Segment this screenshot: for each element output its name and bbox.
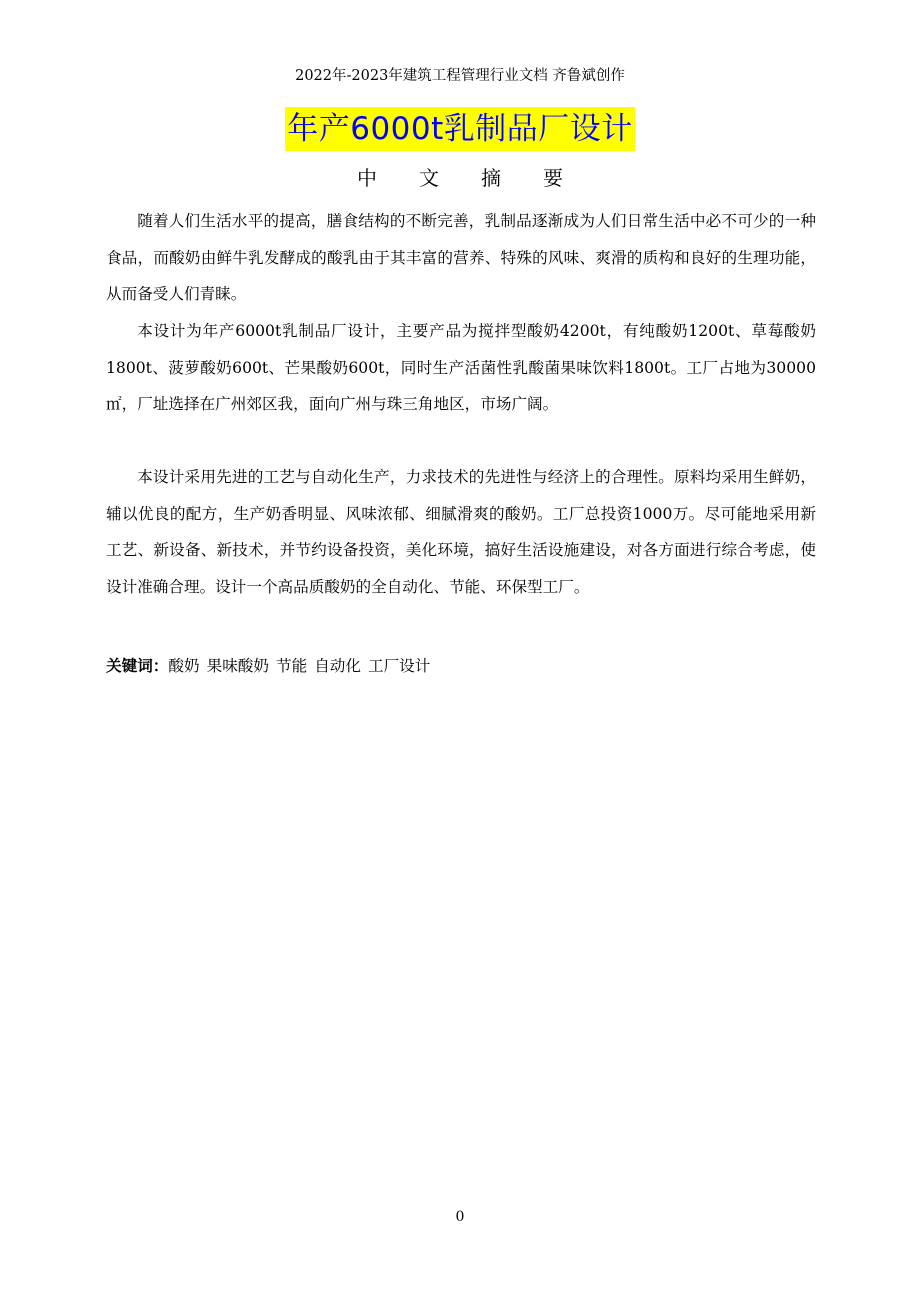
page-number: 0	[455, 1209, 465, 1225]
page-header: 2022年-2023年建筑工程管理行业文档 齐鲁斌创作	[295, 68, 625, 84]
keywords-label: 关键词：	[106, 657, 169, 675]
abstract-paragraph-3	[106, 459, 816, 605]
keyword: 酸奶	[168, 657, 200, 675]
keyword: 节能	[275, 657, 308, 675]
heading-char: 文	[419, 166, 439, 190]
keywords-line	[106, 652, 437, 680]
paragraph-text: 本设计采用先进的工艺与自动化生产，力求技术的先进性与经济上的合理性。原料均采用生鲜奶，辅以优良的配方，生产奶香明显、风味浓郁、细腻滑爽的酸奶。工厂总投资1000万。尽可能地采用新工艺、新设备、新技术，并节约设备投资，美化环境，搞好生活设施建设，对各方面进行综合考虑，使设计准确合理。设计一个高品质酸奶的全自动化、节能、环保型工厂。	[106, 468, 816, 596]
title-container	[0, 107, 920, 151]
keyword: 工厂设计	[367, 657, 431, 675]
abstract-paragraph-2	[106, 313, 816, 423]
paragraph-text: 随着人们生活水平的提高，膳食结构的不断完善，乳制品逐渐成为人们日常生活中必不可少的一种食品，而酸奶由鲜牛乳发酵成的酸乳由于其丰富的营养、特殊的风味、爽滑的质构和良好的生理功能，从而备受人们青睐。	[106, 212, 816, 303]
abstract-paragraph-1	[106, 203, 816, 313]
keyword: 果味酸奶	[206, 657, 269, 675]
heading-char: 中	[357, 166, 377, 190]
paragraph-text: 本设计为年产6000t乳制品厂设计，主要产品为搅拌型酸奶4200t，有纯酸奶1200t、草莓酸奶1800t、菠萝酸奶600t、芒果酸奶600t，同时生产活菌性乳酸菌果味饮料1800t。工厂占地为30000㎡，厂址选择在广州郊区我，面向广州与珠三角地区，市场广阔。	[106, 322, 816, 413]
heading-char: 摘	[481, 166, 501, 190]
section-heading-abstract	[0, 163, 920, 193]
heading-char: 要	[543, 166, 563, 190]
document-title: 年产6000t乳制品厂设计	[285, 107, 635, 151]
keyword: 自动化	[314, 657, 361, 675]
